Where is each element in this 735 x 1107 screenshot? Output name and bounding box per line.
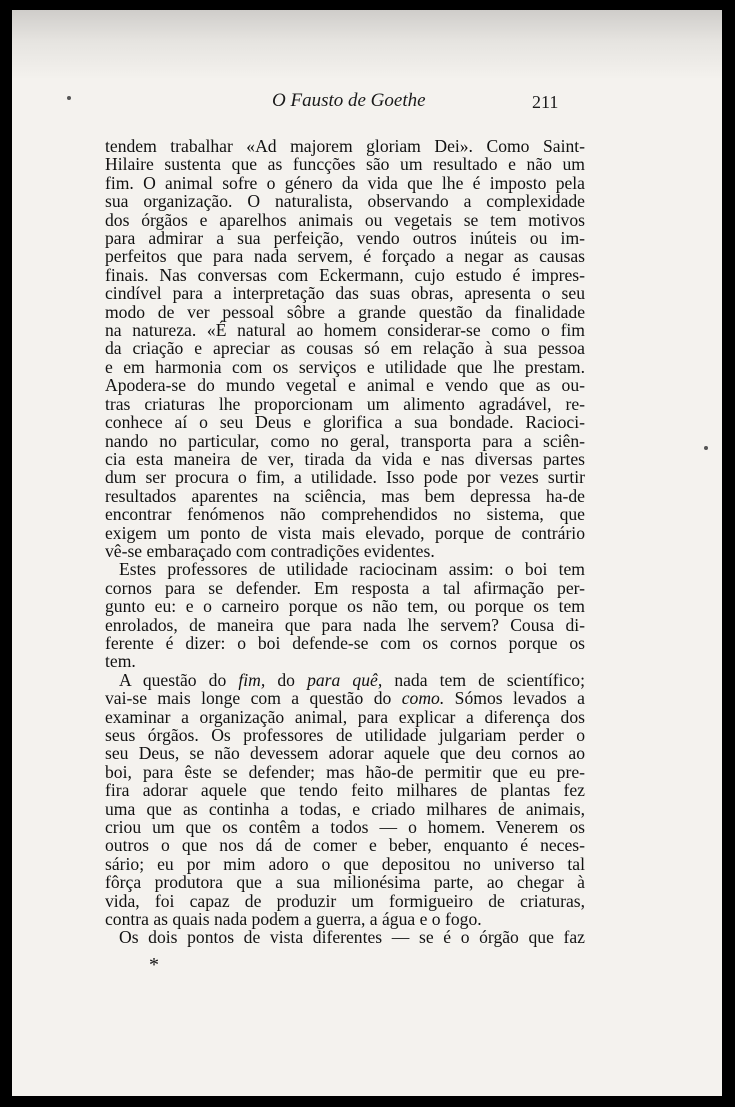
text-segment: nada tem de scientífico;: [382, 669, 585, 690]
italic-term: como.: [401, 688, 445, 709]
running-title: O Fausto de Goethe: [272, 90, 426, 111]
text-line: outros o que nos dá de comer e beber, enquanto é neces-: [105, 835, 585, 856]
text-line: perfeitos que para nada servem, é forçado a negar as causas: [105, 246, 585, 267]
text-segment: vai-se mais longe com a questão do: [105, 688, 402, 709]
text-line: finais. Nas conversas com Eckermann, cujo estudo é impres-: [105, 264, 585, 285]
text-line: boi, para êste se defender; mas hão-de permitir que eu pre-: [105, 761, 585, 782]
text-line: nando no particular, como no geral, transporta para a sciên-: [105, 430, 585, 451]
body-text: [105, 137, 585, 947]
text-segment: do: [265, 669, 308, 690]
text-line: examinar a organização animal, para explicar a diferença dos: [105, 706, 585, 727]
text-line: seu Deus, se não devessem adorar aquele que deu cornos ao: [105, 743, 585, 764]
text-line: [105, 689, 585, 707]
text-line: exigem um ponto de vista mais elevado, porque de contrário: [105, 522, 585, 543]
text-line: sua organização. O naturalista, observando a complexidade: [105, 191, 585, 212]
scan-speck: [704, 446, 708, 450]
text-line: cindível para a interpretação das suas obras, apresenta o seu: [105, 283, 585, 304]
text-line: sário; eu por mim adoro o que depositou no universo tal: [105, 853, 585, 874]
text-line: vê-se embaraçado com contradições evidentes.: [105, 540, 435, 561]
text-segment: Sómos levados a: [444, 688, 585, 709]
scan-shadow: [12, 10, 722, 80]
text-line: conhece aí o seu Deus e glorifica a sua bondade. Racioci-: [105, 412, 585, 433]
text-line: tendem trabalhar «Ad majorem gloriam Dei». Como Saint-: [105, 136, 585, 156]
text-line: seus órgãos. Os professores de utilidade julgariam perder o: [105, 725, 585, 745]
text-line: vida, foi capaz de produzir um formigueiro de criaturas,: [105, 890, 585, 911]
text-line: Apodera-se do mundo vegetal e animal e vendo que as ou-: [105, 375, 585, 396]
text-line: para admirar a sua perfeição, vendo outros inúteis ou im-: [105, 228, 585, 249]
text-line: enrolados, de maneira que para nada lhe servem? Cousa di-: [105, 614, 585, 635]
text-line: Os dois pontos de vista diferentes — se é o órgão que faz: [119, 927, 585, 948]
text-line: ferente é dizer: o boi defende-se com os cornos porque os: [105, 632, 585, 653]
text-line: encontrar fenómenos não comprehendidos no sistema, que: [105, 504, 585, 525]
text-line: tem.: [105, 651, 136, 672]
text-line: dum ser procura o fim, a utilidade. Isso pode por vezes surtir: [105, 467, 585, 488]
text-line: Estes professores de utilidade raciocinam assim: o boi tem: [119, 559, 585, 580]
text-line: dos órgãos e aparelhos animais ou vegetais se tem motivos: [105, 209, 585, 230]
text-line: e em harmonia com os serviços e utilidade que lhe prestam.: [105, 356, 585, 377]
text-line: fim. O animal sofre o género da vida que lhe é imposto pela: [105, 172, 585, 193]
text-line: contra as quais nada podem a guerra, a água e o fogo.: [105, 909, 482, 930]
text-line: cia esta maneira de ver, tirada da vida e nas diversas partes: [105, 448, 585, 469]
text-line: fôrça produtora que a sua milionésima parte, ao chegar à: [105, 872, 585, 893]
text-line: da criação e apreciar as cousas só em relação à sua pessoa: [105, 338, 585, 359]
footer-mark: *: [149, 954, 159, 976]
text-line: uma que as continha a todas, e criado milhares de animais,: [105, 798, 585, 819]
page-header: [12, 90, 722, 120]
text-line: fira adorar aquele que tendo feito milhares de plantas fez: [105, 780, 585, 801]
text-line: cornos para se defender. Em resposta a tal afirmação per-: [105, 577, 585, 598]
book-page: [12, 10, 722, 1096]
text-line: resultados aparentes na sciência, mas bem depressa ha-de: [105, 485, 585, 506]
text-line: tras criaturas lhe proporcionam um alimento agradável, re-: [105, 393, 585, 414]
text-line: na natureza. «É natural ao homem considerar-se como o fim: [105, 320, 585, 341]
page-number: 211: [532, 92, 559, 112]
text-line: gunto eu: e o carneiro porque os não tem, ou porque os tem: [105, 596, 585, 617]
text-line: Hilaire sustenta que as funcções são um resultado e não um: [105, 154, 585, 175]
text-line: modo de ver pessoal sôbre a grande questão da finalidade: [105, 301, 585, 322]
text-segment: A questão do: [119, 669, 239, 690]
italic-term: para quê,: [307, 669, 383, 690]
text-line: [105, 671, 585, 689]
italic-term: fim,: [238, 669, 266, 690]
text-line: criou um que os contêm a todos — o homem. Venerem os: [105, 817, 585, 838]
